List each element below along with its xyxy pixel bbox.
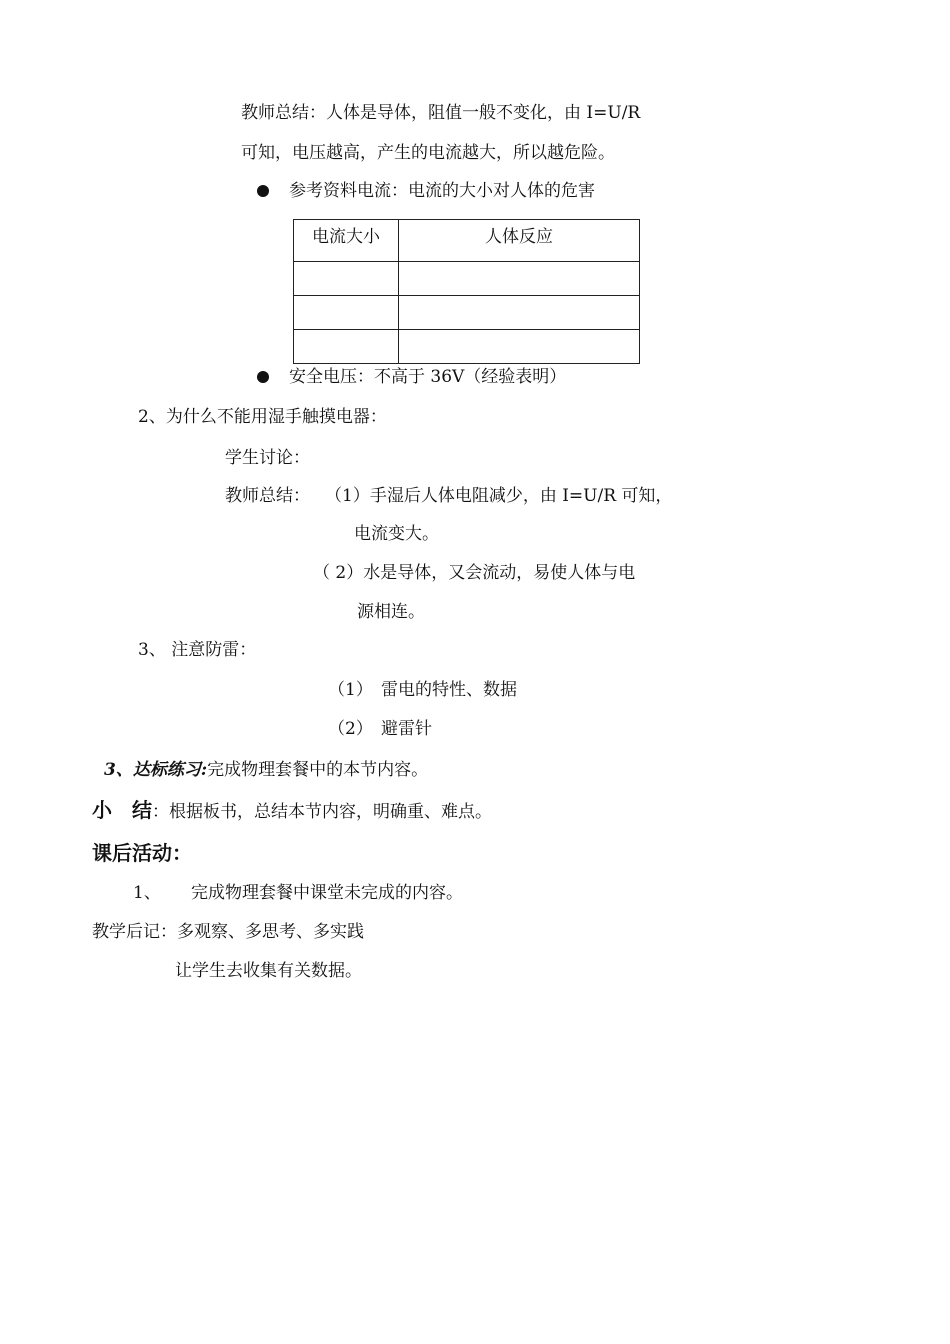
table-cell bbox=[294, 296, 399, 330]
table-header-current: 电流大小 bbox=[294, 220, 399, 262]
lightning-item1-number: （1） bbox=[328, 680, 373, 700]
table-header-reaction: 人体反应 bbox=[399, 220, 640, 262]
table-row bbox=[294, 296, 640, 330]
lightning-item2-number: （2） bbox=[328, 719, 373, 739]
after-class-heading: 课后活动： bbox=[92, 841, 192, 865]
teaching-notes-line2: 让学生去收集有关数据。 bbox=[175, 961, 362, 981]
table-cell bbox=[399, 296, 640, 330]
table-cell bbox=[399, 262, 640, 296]
teacher-summary-line1: 教师总结：人体是导体，阻值一般不变化，由 I=U/R bbox=[241, 103, 641, 123]
teacher-summary-label: 教师总结： bbox=[225, 486, 310, 506]
lightning-item2-text: 避雷针 bbox=[381, 719, 432, 739]
point1-line2: 电流变大。 bbox=[354, 524, 439, 544]
practice-line bbox=[104, 759, 428, 781]
teaching-notes-line1: 教学后记：多观察、多思考、多实践 bbox=[92, 922, 364, 942]
table-cell bbox=[294, 262, 399, 296]
teacher-summary-line2: 可知，电压越高，产生的电流越大，所以越危险。 bbox=[241, 143, 615, 163]
summary-text: ：根据板书，总结本节内容，明确重、难点。 bbox=[152, 802, 492, 822]
section2-heading: 2、为什么不能用湿手触摸电器： bbox=[138, 407, 387, 427]
lightning-item1-text: 雷电的特性、数据 bbox=[381, 680, 517, 700]
point2-line1: （ 2）水是导体，又会流动，易使人体与电 bbox=[313, 563, 636, 583]
bullet-dot-icon bbox=[257, 185, 269, 197]
section3-heading: 3、 注意防雷： bbox=[138, 640, 257, 660]
practice-text: 完成物理套餐中的本节内容。 bbox=[207, 760, 429, 780]
table-row bbox=[294, 262, 640, 296]
current-effect-table bbox=[293, 219, 640, 364]
point1-line1: （1）手湿后人体电阻减少，由 I=U/R 可知， bbox=[325, 486, 673, 506]
summary-label: 小 结 bbox=[92, 798, 152, 822]
student-discussion-label: 学生讨论： bbox=[225, 448, 310, 468]
bullet-dot-icon bbox=[257, 371, 269, 383]
point2-line2: 源相连。 bbox=[357, 602, 425, 622]
bullet-reference-text: 参考资料电流：电流的大小对人体的危害 bbox=[289, 181, 595, 201]
summary-line bbox=[92, 799, 492, 823]
table-header-row bbox=[294, 220, 640, 262]
after-class-item1-number: 1、 bbox=[133, 883, 161, 903]
practice-label: 3、达标练习: bbox=[104, 760, 208, 780]
after-class-item1-text: 完成物理套餐中课堂未完成的内容。 bbox=[191, 883, 463, 903]
table-cell bbox=[399, 330, 640, 364]
table-row bbox=[294, 330, 640, 364]
table-cell bbox=[294, 330, 399, 364]
bullet-safe-voltage-text: 安全电压：不高于 36V（经验表明） bbox=[289, 367, 567, 387]
